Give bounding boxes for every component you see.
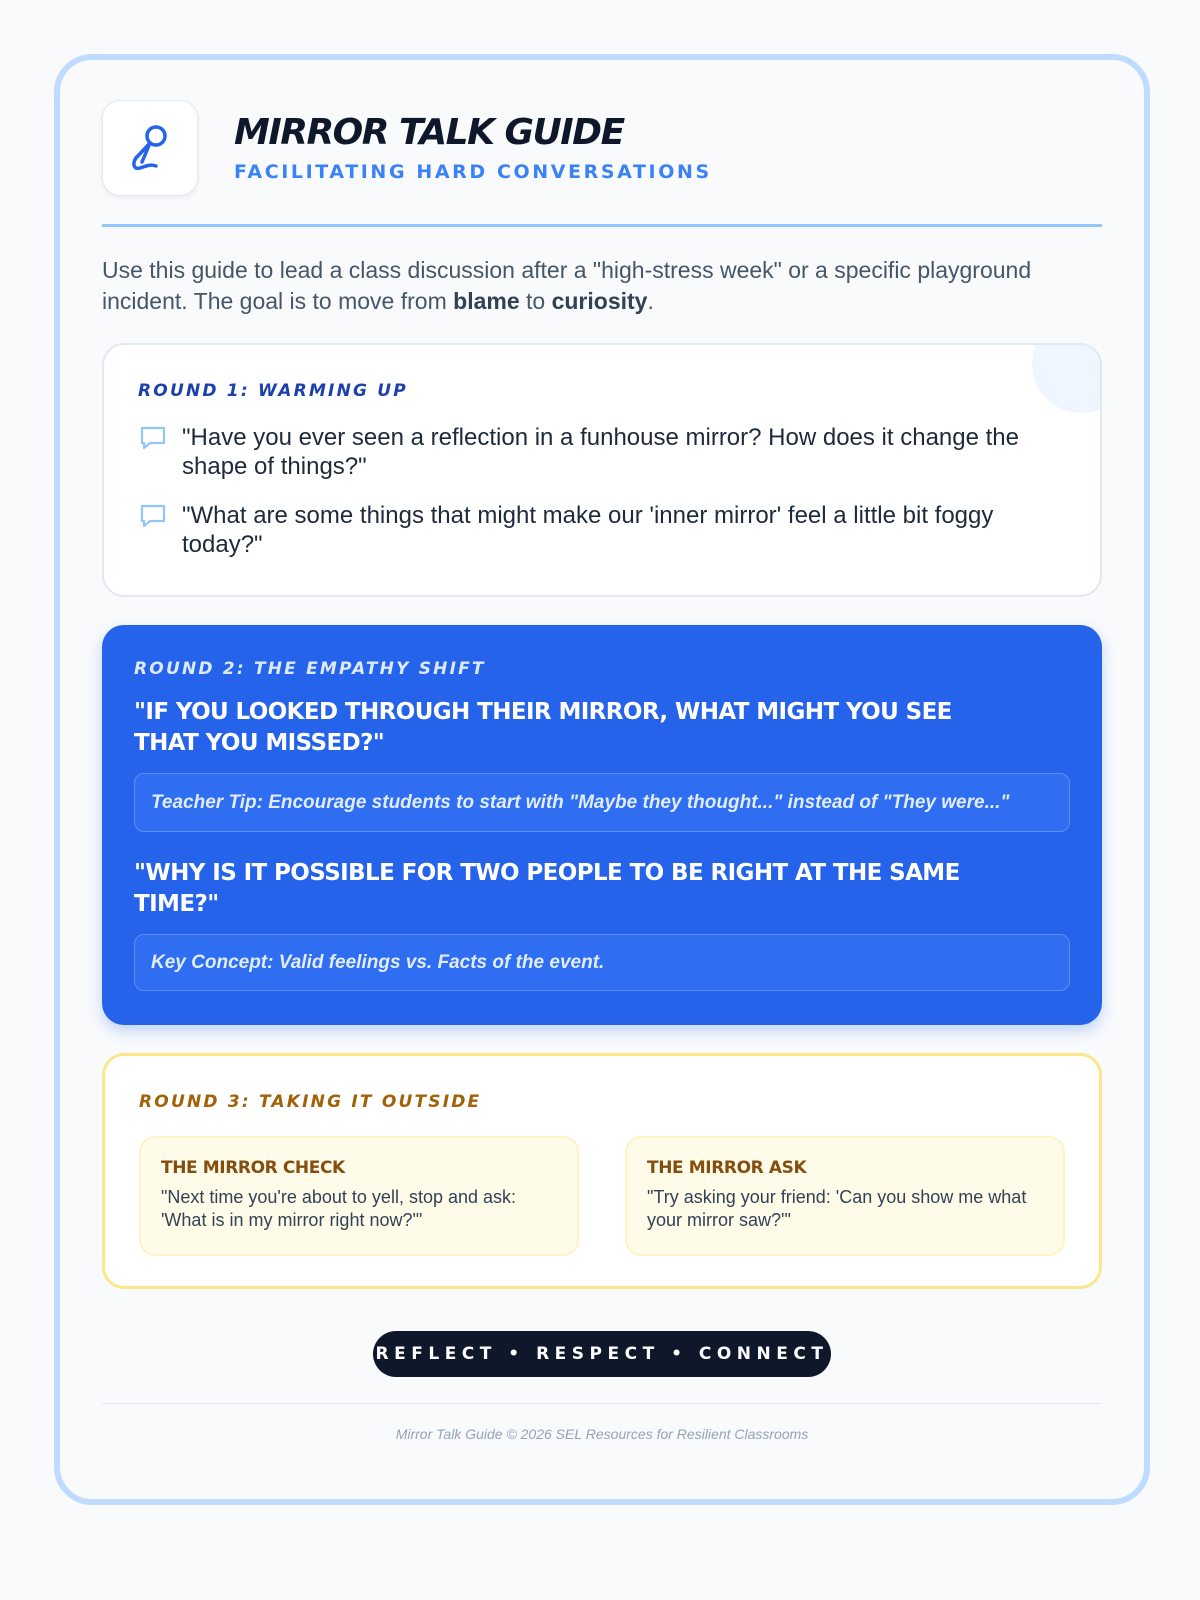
mirror-ask-card <box>625 1136 1065 1256</box>
intro-bold-blame: blame <box>453 288 520 314</box>
decorative-corner <box>1032 343 1102 413</box>
footer-divider <box>102 1403 1102 1404</box>
header <box>102 100 1102 196</box>
intro-text-middle: to <box>519 288 552 314</box>
microphone-icon <box>126 120 174 176</box>
teacher-tip-box: Teacher Tip: Encourage students to start with "Maybe they thought..." instead of "They were..." <box>134 773 1070 832</box>
title-group <box>234 113 712 183</box>
intro-paragraph <box>102 255 1042 317</box>
tip-card-text: "Next time you're about to yell, stop and ask: 'What is in my mirror right now?'" <box>161 1187 517 1230</box>
intro-text-before: Use this guide to lead a class discussion after a "high-stress week" or a specific playground incident. The goal is to move from <box>102 257 1032 314</box>
key-concept-box: Key Concept: Valid feelings vs. Facts of the event. <box>134 934 1070 991</box>
page-subtitle: FACILITATING HARD CONVERSATIONS <box>234 161 712 183</box>
round-3-label: ROUND 3: TAKING IT OUTSIDE <box>139 1092 482 1112</box>
empathy-question-2: "WHY IS IT POSSIBLE FOR TWO PEOPLE TO BE RIGHT AT THE SAME TIME?" <box>134 860 960 917</box>
footer-text: Mirror Talk Guide © 2026 SEL Resources for Resilient Classrooms <box>395 1426 809 1442</box>
speech-bubble-icon <box>138 501 168 531</box>
logo-box <box>102 100 198 196</box>
tip-cards-row <box>139 1136 1065 1256</box>
motto-pill: REFLECT • RESPECT • CONNECT <box>373 1331 831 1377</box>
round-2-section <box>102 625 1102 1025</box>
round-1-section <box>102 343 1102 597</box>
tip-card-title: THE MIRROR CHECK <box>161 1158 345 1178</box>
round-3-section <box>102 1053 1102 1289</box>
list-item <box>138 423 1066 481</box>
question-text: "What are some things that might make our 'inner mirror' feel a little bit foggy today?" <box>182 502 994 558</box>
empathy-question-1: "IF YOU LOOKED THROUGH THEIR MIRROR, WHAT MIGHT YOU SEE THAT YOU MISSED?" <box>134 699 952 756</box>
mirror-check-card <box>139 1136 579 1256</box>
intro-bold-curiosity: curiosity <box>551 288 648 314</box>
intro-text-after: . <box>647 288 654 314</box>
page-title: MIRROR TALK GUIDE <box>234 112 624 153</box>
tip-card-text: "Try asking your friend: 'Can you show me what your mirror saw?'" <box>647 1187 1027 1230</box>
tip-card-title: THE MIRROR ASK <box>647 1158 807 1178</box>
guide-card <box>54 54 1150 1505</box>
speech-bubble-icon <box>138 423 168 453</box>
round-1-label: ROUND 1: WARMING UP <box>138 381 408 401</box>
motto-wrapper <box>102 1331 1102 1377</box>
list-item <box>138 501 1066 559</box>
header-divider <box>102 224 1102 227</box>
question-text: "Have you ever seen a reflection in a funhouse mirror? How does it change the shape of things?" <box>182 424 1019 480</box>
round-2-label: ROUND 2: THE EMPATHY SHIFT <box>134 659 486 679</box>
